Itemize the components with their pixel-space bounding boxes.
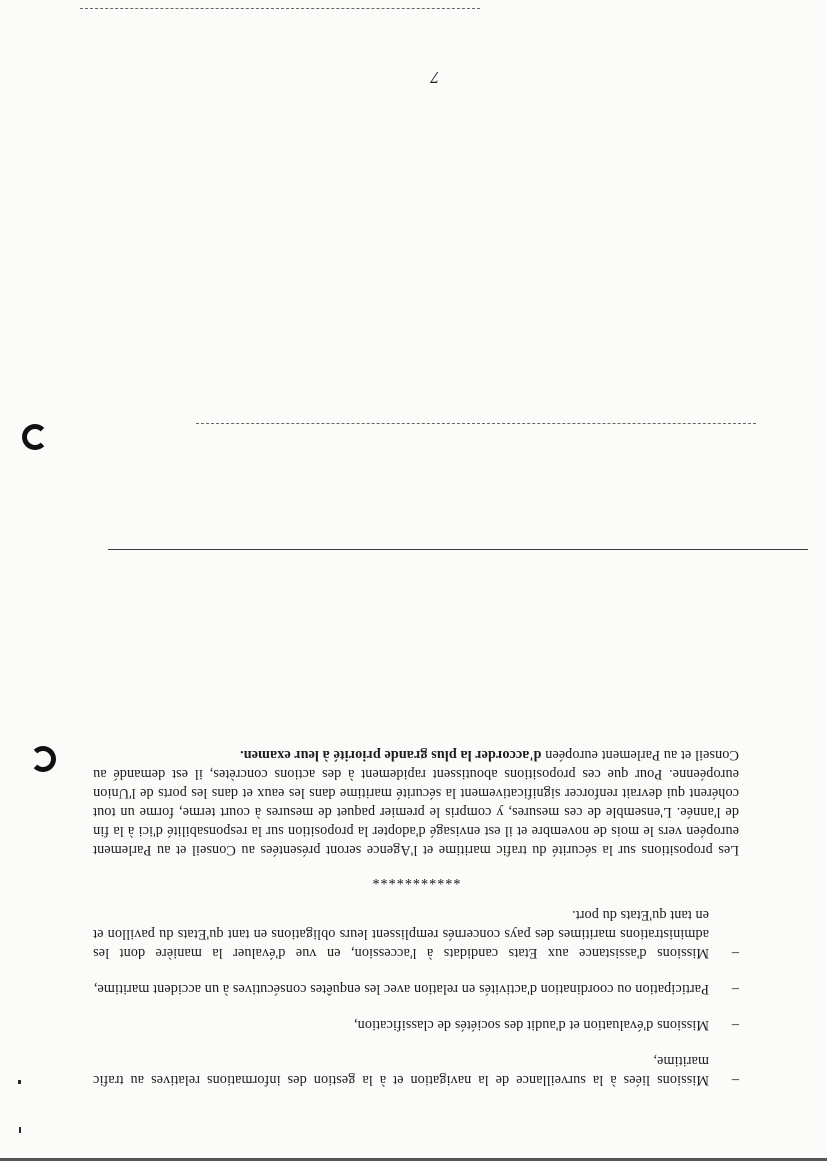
list-item-text: Participation ou coordination d'activités en relation avec les enquêtes consécutives à un accident maritime, [93, 981, 709, 997]
bullet-dash: – [731, 981, 739, 997]
bullet-dash: – [731, 945, 739, 961]
list-item [93, 905, 739, 962]
paragraph-bold-text: d'accorder la plus grande priorité à leur examen. [239, 747, 542, 763]
list-item-text: Missions d'évaluation et d'audit des sociétés de classification, [353, 1017, 709, 1033]
list-item [93, 979, 739, 998]
closing-paragraph [93, 745, 739, 859]
paragraph-text: Les propositions sur la sécurité du trafic maritime et l'Agence seront présentées au Conseil et au Parlement européen vers le mois de novembre et il est envisagé d'adopter la proposition sur la responsabilité d'ici à la fin de l'année. L'ensemble de ces mesures, y compris le premier paquet de mesures à court terme, forme un tout cohérent qui devrait renforcer significativement la sécurité maritime dans les eaux et dans les ports de l'Union européenne. Pour que ces propositions aboutissent rapidement à des actions concrètes, il est demandé au Conseil et au Parlement européen [93, 747, 739, 858]
list-item [93, 1051, 739, 1089]
bullet-dash: – [731, 1072, 739, 1088]
page-number: 7 [430, 68, 440, 87]
bullet-dash: – [731, 1017, 739, 1033]
list-item-text: Missions liées à la surveillance de la navigation et à la gestion des informations relatives au trafic maritime, [93, 1053, 709, 1088]
section-separator: *********** [371, 871, 461, 887]
list-item-text: Missions d'assistance aux Etats candidats à l'accession, en vue d'évaluer la manière dont les administrations maritimes des pays concernés remplissent leurs obligations en tant qu'Etats du pavillon et en tant qu'Etats du port. [93, 907, 709, 961]
document-body [93, 745, 739, 1089]
list-item [93, 1015, 739, 1034]
